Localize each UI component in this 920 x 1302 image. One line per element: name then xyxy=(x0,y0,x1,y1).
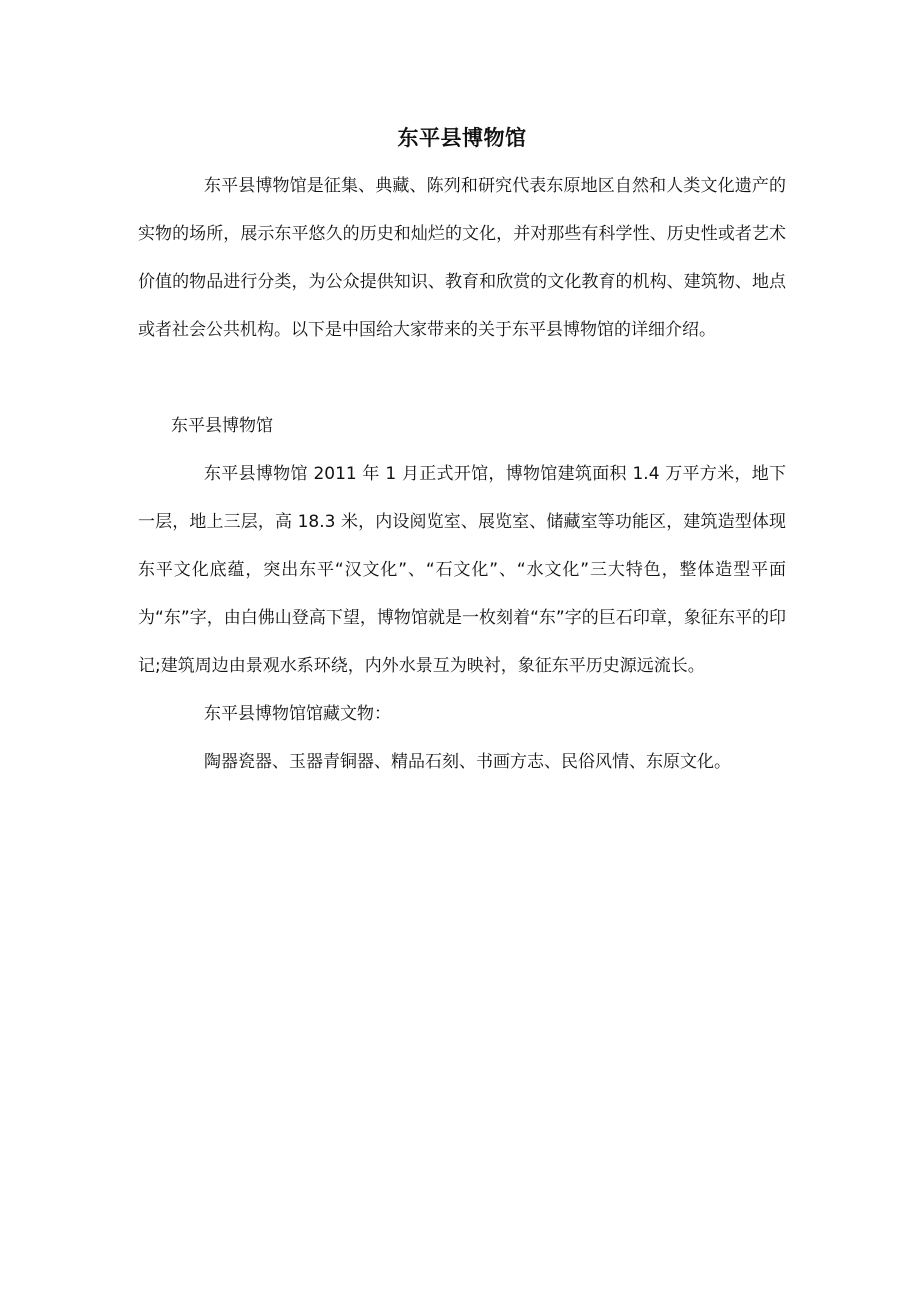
document-title: 东平县博物馆 xyxy=(397,126,527,150)
collection-label: 东平县博物馆馆藏文物： xyxy=(204,704,391,724)
document-body xyxy=(138,122,786,786)
collection-items: 陶器瓷器、玉器青铜器、精品石刻、书画方志、民俗风情、东原文化。 xyxy=(204,752,731,772)
section-heading: 东平县博物馆 xyxy=(171,416,273,436)
section-paragraph: 东平县博物馆 2011 年 1 月正式开馆，博物馆建筑面积 1.4 万平方米，地下一层，地上三层，高 18.3 米，内设阅览室、展览室、储藏室等功能区，建筑造型体现东平文化底蕴，突出东平“汉文化”、“石文化”、“水文化”三大特色，整体造型平面为“东”字，由白佛山登高下望，博物馆就是一枚刻着“东”字的巨石印章，象征东平的印记;建筑周边由景观水系环绕，内外水景互为映衬，象征东平历史源远流长。 xyxy=(138,464,786,676)
intro-paragraph: 东平县博物馆是征集、典藏、陈列和研究代表东原地区自然和人类文化遗产的实物的场所，展示东平悠久的历史和灿烂的文化，并对那些有科学性、历史性或者艺术价值的物品进行分类，为公众提供知识、教育和欣赏的文化教育的机构、建筑物、地点或者社会公共机构。以下是中国给大家带来的关于东平县博物馆的详细介绍。 xyxy=(138,176,786,340)
